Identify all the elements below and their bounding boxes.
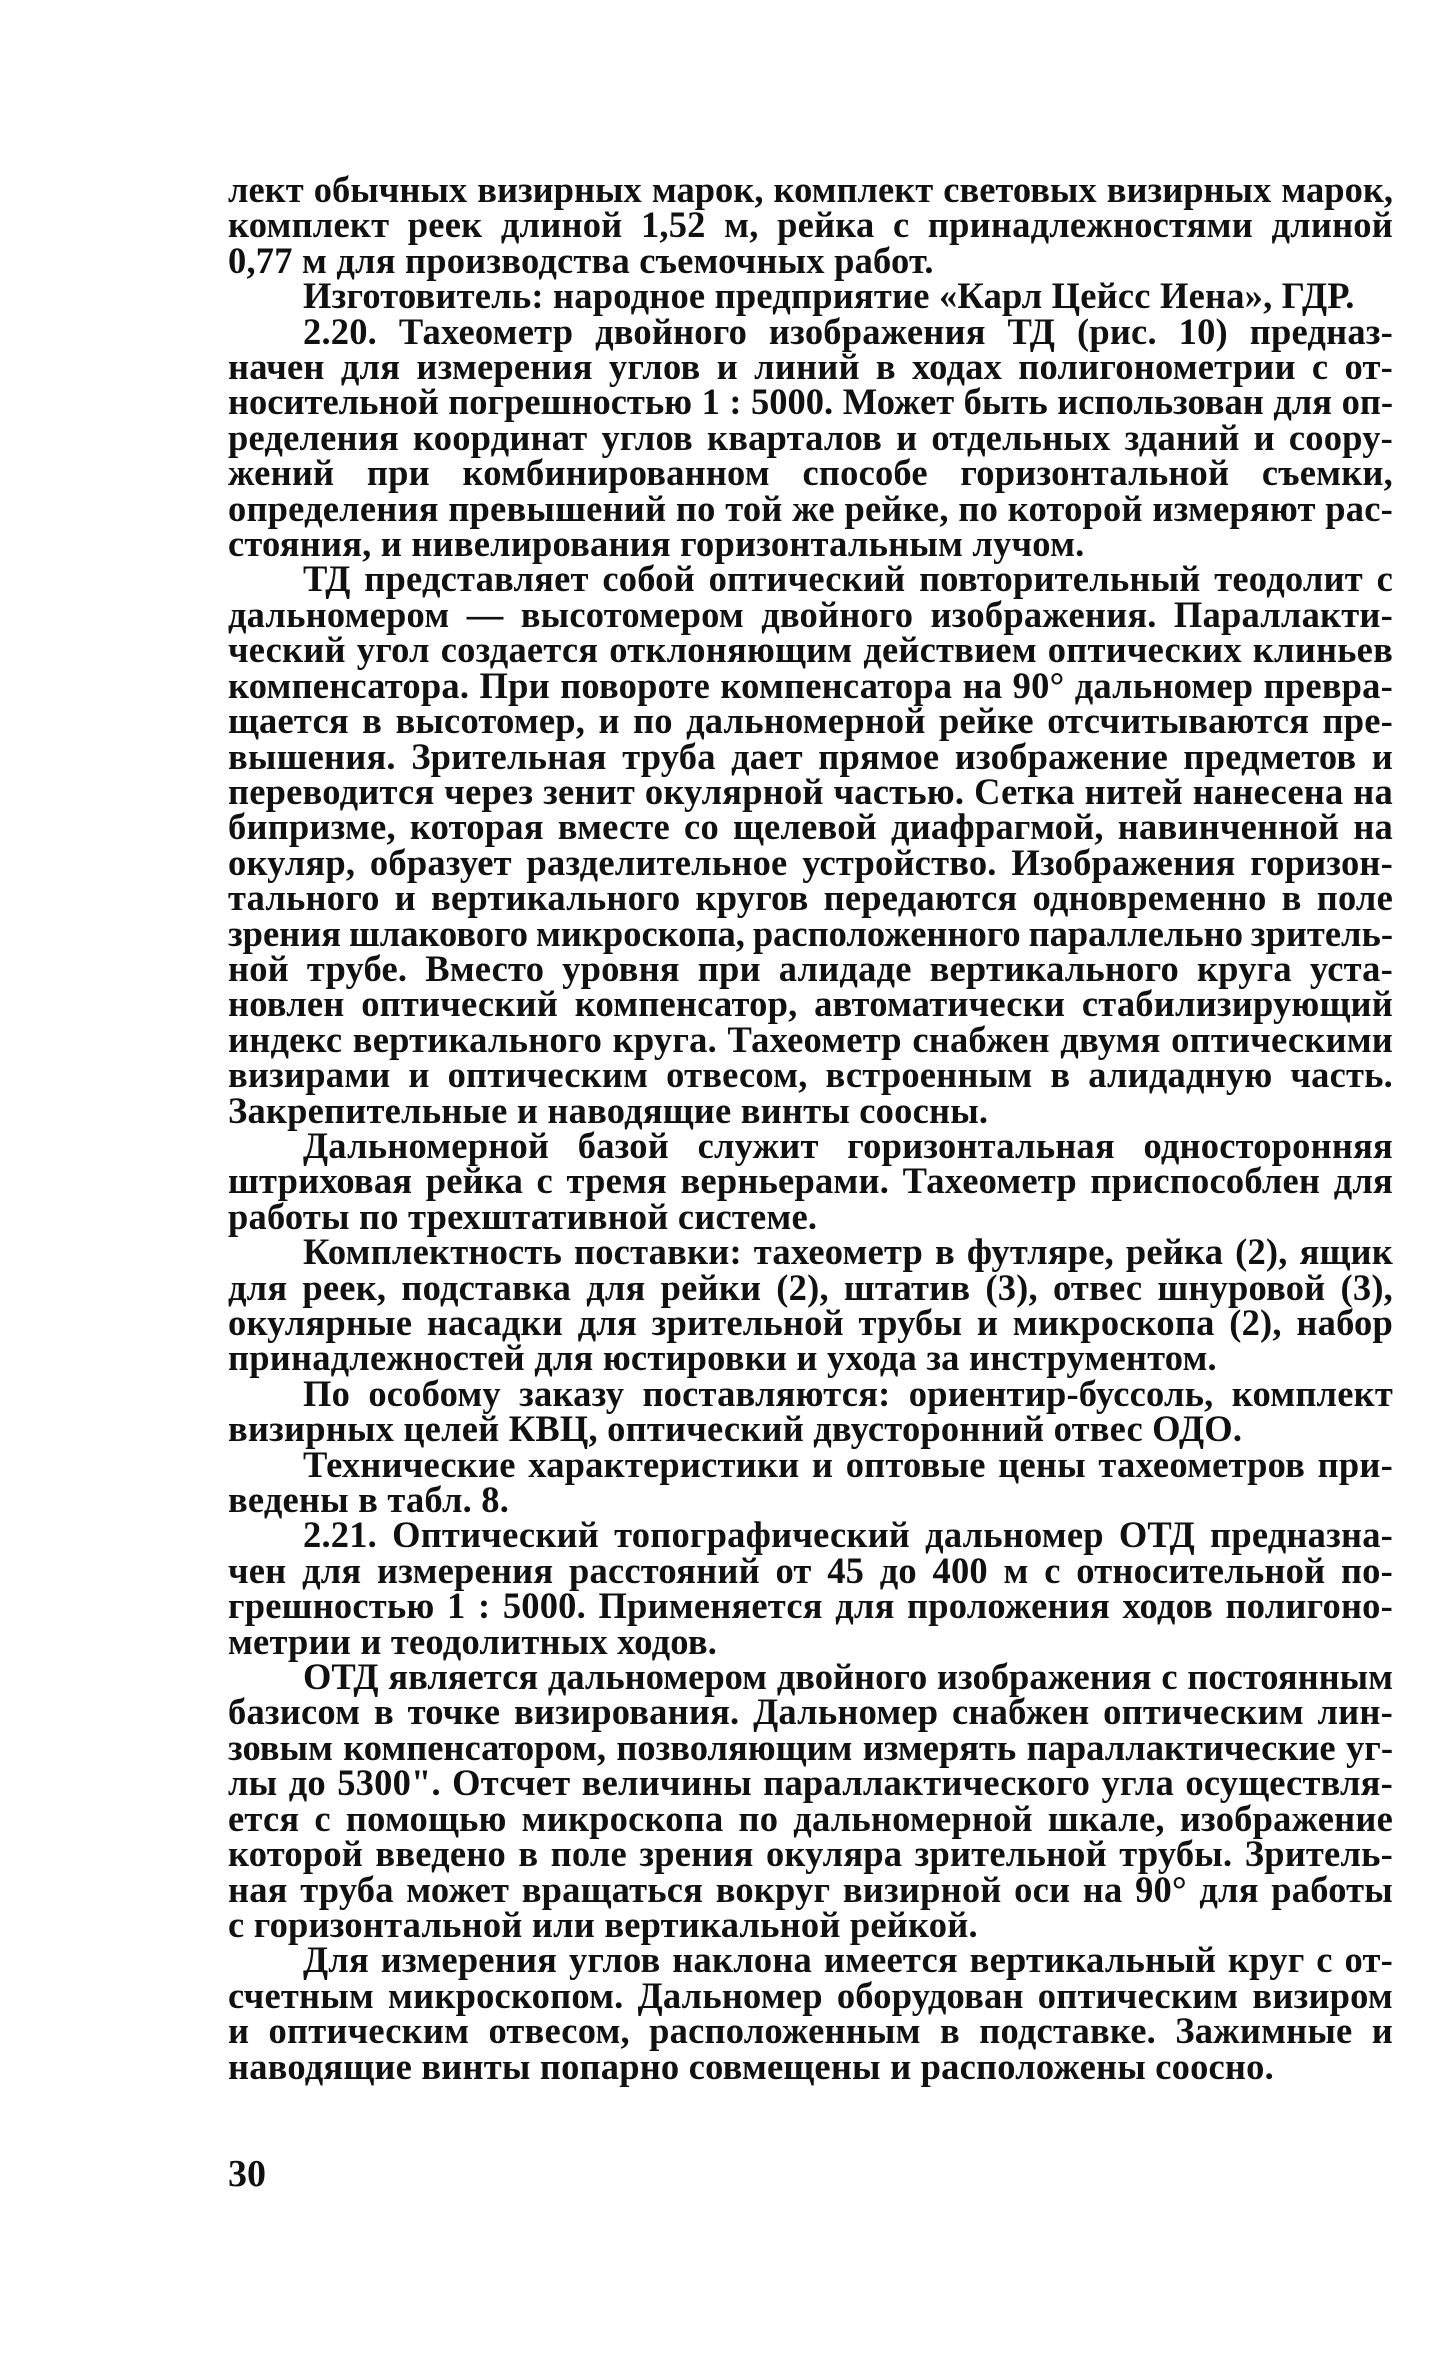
text-line: носительной погрешностью 1 : 5000. Может быть использован для оп-: [228, 381, 1393, 423]
text-line: компенсатора. При повороте компенсатора на 90° дальномер превра-: [228, 664, 1393, 706]
body-text: [228, 169, 1393, 2087]
text-line: новлен оптический компенсатор, автоматически стабилизирующий: [228, 983, 1393, 1025]
text-line: метрии и теодолитных ходов.: [228, 1620, 718, 1662]
text-line: ется с помощью микроскопа по дальномерной шкале, изображение: [228, 1797, 1393, 1839]
text-line: с горизонтальной или вертикальной рейкой.: [228, 1903, 978, 1945]
text-line: Дальномерной базой служит горизонтальная односторонняя: [303, 1124, 1393, 1166]
text-line: ределения координат углов кварталов и отдельных зданий и соору-: [228, 416, 1393, 458]
text-line: визирами и оптическим отвесом, встроенным в алидадную часть.: [228, 1054, 1393, 1096]
text-line: Закрепительные и наводящие винты соосны.: [228, 1089, 989, 1131]
text-line: начен для измерения углов и линий в ходах полигонометрии с от-: [228, 346, 1393, 388]
text-line: штриховая рейка с тремя верньерами. Тахеометр приспособлен для: [228, 1160, 1393, 1202]
text-line: визирных целей КВЦ, оптический двусторонний отвес ОДО.: [228, 1408, 1243, 1450]
text-line: счетным микроскопом. Дальномер оборудован оптическим визиром: [228, 1974, 1393, 2016]
text-line: принадлежностей для юстировки и ухода за инструментом.: [228, 1337, 1217, 1379]
text-line: окуляр, образует разделительное устройство. Изображения горизон-: [228, 841, 1393, 883]
text-line: Изготовитель: народное предприятие «Карл Цейсс Иена», ГДР.: [303, 275, 1355, 317]
text-line: По особому заказу поставляются: ориентир-буссоль, комплект: [303, 1372, 1393, 1414]
text-line: лект обычных визирных марок, комплект световых визирных марок,: [228, 169, 1393, 210]
text-line: которой введено в поле зрения окуляра зрительной трубы. Зритель-: [228, 1833, 1393, 1875]
text-line: ная труба может вращаться вокруг визирной оси на 90° для работы: [228, 1868, 1393, 1910]
text-line: чен для измерения расстояний от 45 до 400 м с относительной по-: [228, 1549, 1393, 1591]
text-line: индекс вертикального круга. Тахеометр снабжен двумя оптическими: [228, 1018, 1393, 1060]
text-line: базисом в точке визирования. Дальномер снабжен оптическим лин-: [228, 1691, 1393, 1733]
text-line: окулярные насадки для зрительной трубы и микроскопа (2), набор: [228, 1302, 1393, 1343]
text-line: бипризме, которая вместе со щелевой диафрагмой, навинченной на: [228, 806, 1393, 848]
text-line: тального и вертикального кругов передаются одновременно в поле: [228, 877, 1393, 919]
text-line: Комплектность поставки: тахеометр в футляре, рейка (2), ящик: [303, 1231, 1393, 1273]
text-line: щается в высотомер, и по дальномерной рейке отсчитываются пре-: [228, 700, 1393, 742]
text-line: дальномером — высотомером двойного изображения. Параллакти-: [228, 593, 1393, 635]
text-line: лы до 5300". Отсчет величины параллактического угла осуществля-: [228, 1762, 1393, 1804]
text-line: ОТД является дальномером двойного изображения с постоянным: [303, 1656, 1393, 1698]
text-line: ведены в табл. 8.: [228, 1479, 510, 1521]
text-line: жений при комбинированном способе горизонтальной съемки,: [228, 452, 1393, 494]
text-line: ческий угол создается отклоняющим действием оптических клиньев: [228, 629, 1393, 671]
text-line: Для измерения углов наклона имеется вертикальный круг с от-: [303, 1939, 1393, 1981]
text-line: и оптическим отвесом, расположенным в подставке. Зажимные и: [228, 2010, 1393, 2052]
text-line: 2.20. Тахеометр двойного изображения ТД (рис. 10) предназ-: [303, 310, 1393, 352]
text-line: зовым компенсатором, позволяющим измерять параллактические уг-: [228, 1726, 1393, 1768]
text-line: переводится через зенит окулярной частью. Сетка нитей нанесена на: [228, 770, 1393, 812]
text-line: зрения шлакового микроскопа, расположенного параллельно зритель-: [228, 912, 1393, 954]
text-line: комплект реек длиной 1,52 м, рейка с принадлежностями длиной: [228, 204, 1393, 246]
text-line: наводящие винты попарно совмещены и расположены соосно.: [228, 2045, 1274, 2087]
text-line: работы по трехштативной системе.: [228, 1195, 818, 1237]
text-line: для реек, подставка для рейки (2), штатив (3), отвес шнуровой (3),: [228, 1266, 1393, 1308]
text-line: грешностью 1 : 5000. Применяется для проложения ходов полигоно-: [228, 1585, 1393, 1627]
text-line: вышения. Зрительная труба дает прямое изображение предметов и: [228, 735, 1393, 777]
text-line: Технические характеристики и оптовые цены тахеометров при-: [303, 1443, 1393, 1485]
text-line: определения превышений по той же рейке, по которой измеряют рас-: [228, 487, 1393, 529]
text-line: ной трубе. Вместо уровня при алидаде вертикального круга уста-: [228, 947, 1393, 989]
page-number: 30: [228, 2153, 266, 2195]
text-line: 2.21. Оптический топографический дальномер ОТД предназна-: [303, 1514, 1393, 1556]
text-line: ТД представляет собой оптический повторительный теодолит с: [303, 558, 1393, 600]
text-line: 0,77 м для производства съемочных работ.: [228, 239, 934, 281]
text-line: стояния, и нивелирования горизонтальным лучом.: [228, 523, 1085, 565]
